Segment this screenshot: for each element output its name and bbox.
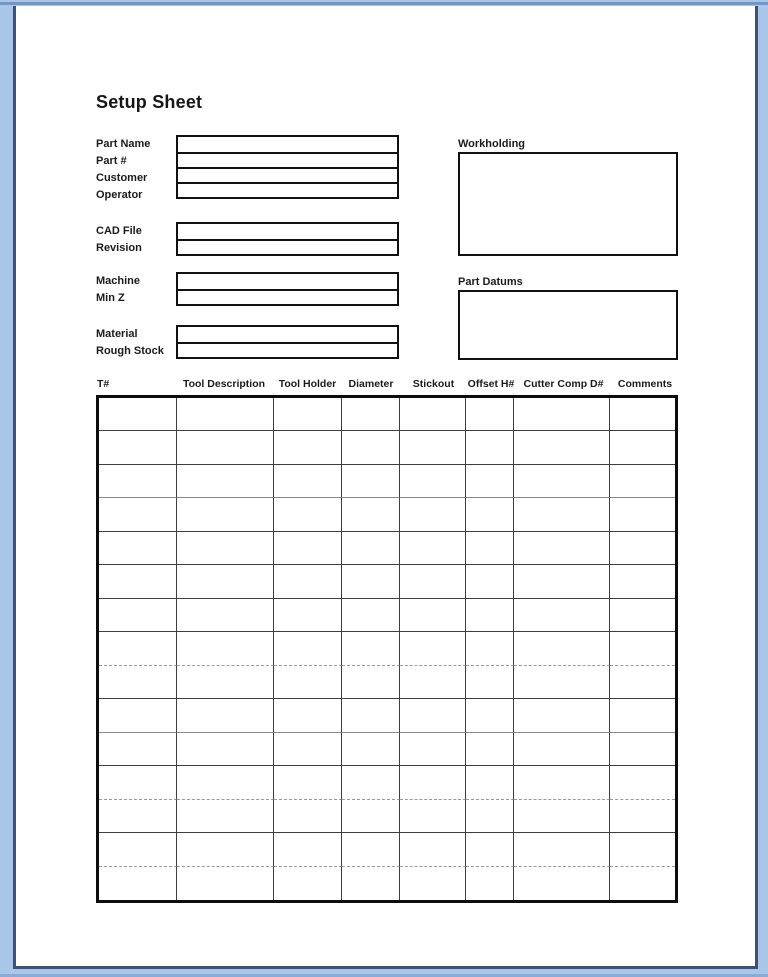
tool-table-cell	[400, 833, 466, 866]
tool-table-cell	[610, 733, 675, 766]
tool-table-cell	[610, 431, 675, 464]
tool-table-cell	[274, 599, 342, 632]
tool-table-cell	[610, 565, 675, 598]
tool-table-cell	[514, 632, 610, 665]
field-input-box-revision	[178, 239, 397, 254]
tool-table-cell	[177, 833, 274, 866]
tool-table-cell	[274, 632, 342, 665]
tool-table-cell	[274, 699, 342, 732]
tool-table-cell	[99, 833, 177, 866]
tool-table-cell	[177, 431, 274, 464]
column-header-stickout: Stickout	[412, 378, 455, 390]
tool-table-cell	[400, 699, 466, 732]
tool-table-cell	[274, 666, 342, 699]
tool-table-cell	[177, 666, 274, 699]
tool-table-cell	[177, 632, 274, 665]
field-label-machine: Machine	[96, 275, 141, 287]
tool-table-cell	[466, 666, 514, 699]
tool-table-cell	[400, 599, 466, 632]
tool-table-cell	[466, 699, 514, 732]
tool-table-cell	[514, 699, 610, 732]
tool-table-cell	[610, 766, 675, 799]
tool-table-cell	[99, 766, 177, 799]
part-datums-label: Part Datums	[458, 276, 523, 288]
tool-table-cell	[466, 532, 514, 565]
tool-table-cell	[342, 431, 399, 464]
tool-table-cell	[514, 867, 610, 900]
tool-table-cell	[400, 565, 466, 598]
tool-table-cell	[610, 632, 675, 665]
tool-table-cell	[514, 498, 610, 531]
tool-table-cell	[466, 766, 514, 799]
field-input-box-cad-file	[178, 224, 397, 239]
field-input-box-machine	[178, 274, 397, 289]
field-label-part: Part #	[96, 155, 127, 167]
tool-table-cell	[514, 833, 610, 866]
workholding-label: Workholding	[458, 138, 526, 150]
tool-table-cell	[342, 699, 399, 732]
tool-table-cell	[274, 465, 342, 498]
tool-table-cell	[274, 498, 342, 531]
tool-table-cell	[274, 431, 342, 464]
tool-table-cell	[99, 632, 177, 665]
tool-table-cell	[400, 766, 466, 799]
tool-table-cell	[466, 867, 514, 900]
field-input-box-customer	[178, 167, 397, 182]
tool-table-cell	[400, 532, 466, 565]
field-input-box-material	[178, 327, 397, 342]
tool-table-cell	[514, 733, 610, 766]
tool-table-cell	[274, 398, 342, 431]
tool-table-header	[96, 377, 678, 393]
tool-table-cell	[610, 532, 675, 565]
column-header-t: T#	[97, 378, 110, 390]
column-header-offset-h: Offset H#	[467, 378, 515, 390]
field-input-box-min-z	[178, 289, 397, 304]
tool-table-cell	[99, 733, 177, 766]
tool-table-cell	[514, 766, 610, 799]
column-header-cutter-comp-d: Cutter Comp D#	[523, 378, 604, 390]
tool-table-cell	[177, 465, 274, 498]
field-label-material: Material	[96, 328, 138, 340]
tool-table-cell	[99, 431, 177, 464]
tool-table-cell	[342, 766, 399, 799]
tool-table-cell	[274, 766, 342, 799]
tool-table-cell	[466, 498, 514, 531]
tool-table-cell	[610, 699, 675, 732]
tool-table-cell	[466, 599, 514, 632]
column-header-diameter: Diameter	[348, 378, 394, 390]
tool-table-cell	[514, 565, 610, 598]
field-label-operator: Operator	[96, 189, 143, 201]
field-box-cad	[176, 222, 399, 256]
tool-table-cell	[177, 599, 274, 632]
tool-table-cell	[610, 800, 675, 833]
part-datums-box	[458, 290, 678, 360]
tool-table-cell	[514, 599, 610, 632]
setup-sheet-page	[13, 6, 758, 969]
field-input-box-operator	[178, 182, 397, 197]
tool-table-cell	[177, 498, 274, 531]
tool-table-cell	[342, 800, 399, 833]
tool-table-cell	[99, 498, 177, 531]
field-label-customer: Customer	[96, 172, 148, 184]
column-header-tool-holder: Tool Holder	[278, 378, 337, 390]
tool-table-cell	[99, 398, 177, 431]
tool-table-cell	[342, 632, 399, 665]
tool-table-cell	[342, 398, 399, 431]
tool-table-cell	[342, 532, 399, 565]
page-content	[16, 6, 755, 966]
tool-table-cell	[99, 465, 177, 498]
tool-table-cell	[514, 800, 610, 833]
tool-table-cell	[466, 465, 514, 498]
tool-table-cell	[99, 599, 177, 632]
tool-table-cell	[99, 565, 177, 598]
tool-table-cell	[99, 867, 177, 900]
field-label-rough-stock: Rough Stock	[96, 345, 164, 357]
tool-table-cell	[99, 800, 177, 833]
tool-table-cell	[466, 565, 514, 598]
tool-table-cell	[514, 398, 610, 431]
field-input-box-part-name	[178, 137, 397, 152]
page-title: Setup Sheet	[96, 92, 203, 112]
field-box-material	[176, 325, 399, 359]
tool-table-cell	[400, 867, 466, 900]
tool-table-cell	[274, 867, 342, 900]
field-label-min-z: Min Z	[96, 292, 125, 304]
tool-table-cell	[274, 565, 342, 598]
tool-table-cell	[177, 699, 274, 732]
field-box-machine	[176, 272, 399, 306]
tool-table-cell	[274, 532, 342, 565]
tool-table-cell	[342, 867, 399, 900]
tool-table-cell	[99, 532, 177, 565]
field-input-box-part	[178, 152, 397, 167]
tool-table-cell	[466, 632, 514, 665]
tool-table-cell	[177, 800, 274, 833]
tool-table-cell	[342, 465, 399, 498]
tool-table-cell	[274, 833, 342, 866]
tool-table-cell	[177, 398, 274, 431]
field-label-cad-file: CAD File	[96, 225, 142, 237]
tool-table-cell	[610, 833, 675, 866]
tool-table-cell	[274, 733, 342, 766]
tool-table-cell	[466, 431, 514, 464]
tool-table-cell	[466, 398, 514, 431]
tool-table-cell	[342, 666, 399, 699]
tool-table-cell	[400, 733, 466, 766]
tool-table-cell	[514, 666, 610, 699]
column-header-comments: Comments	[617, 378, 673, 390]
tool-table-cell	[466, 733, 514, 766]
tool-table-cell	[400, 498, 466, 531]
tool-table-cell	[342, 498, 399, 531]
tool-table-cell	[342, 833, 399, 866]
frame-top-border	[0, 2, 768, 5]
tool-table-cell	[610, 498, 675, 531]
tool-table-cell	[400, 465, 466, 498]
tool-table-cell	[342, 599, 399, 632]
tool-table-cell	[466, 800, 514, 833]
tool-table-cell	[610, 398, 675, 431]
tool-table	[96, 395, 678, 903]
column-header-tool-description: Tool Description	[182, 378, 266, 390]
tool-table-cell	[400, 431, 466, 464]
tool-table-cell	[400, 632, 466, 665]
tool-table-cell	[274, 800, 342, 833]
field-label-part-name: Part Name	[96, 138, 151, 150]
tool-table-cell	[99, 666, 177, 699]
tool-table-cell	[177, 565, 274, 598]
tool-table-cell	[514, 431, 610, 464]
tool-table-cell	[177, 733, 274, 766]
tool-table-cell	[610, 465, 675, 498]
tool-table-cell	[99, 699, 177, 732]
field-input-box-rough-stock	[178, 342, 397, 357]
tool-table-cell	[177, 867, 274, 900]
tool-table-cell	[514, 532, 610, 565]
workholding-box	[458, 152, 678, 256]
tool-table-cell	[177, 532, 274, 565]
field-label-revision: Revision	[96, 242, 142, 254]
tool-table-cell	[400, 398, 466, 431]
tool-table-cell	[400, 800, 466, 833]
tool-table-cell	[177, 766, 274, 799]
tool-table-cell	[466, 833, 514, 866]
tool-table-cell	[610, 599, 675, 632]
tool-table-cell	[514, 465, 610, 498]
tool-table-cell	[400, 666, 466, 699]
tool-table-cell	[610, 867, 675, 900]
tool-table-cell	[342, 733, 399, 766]
tool-table-cell	[610, 666, 675, 699]
field-box-part-info	[176, 135, 399, 199]
tool-table-cell	[342, 565, 399, 598]
